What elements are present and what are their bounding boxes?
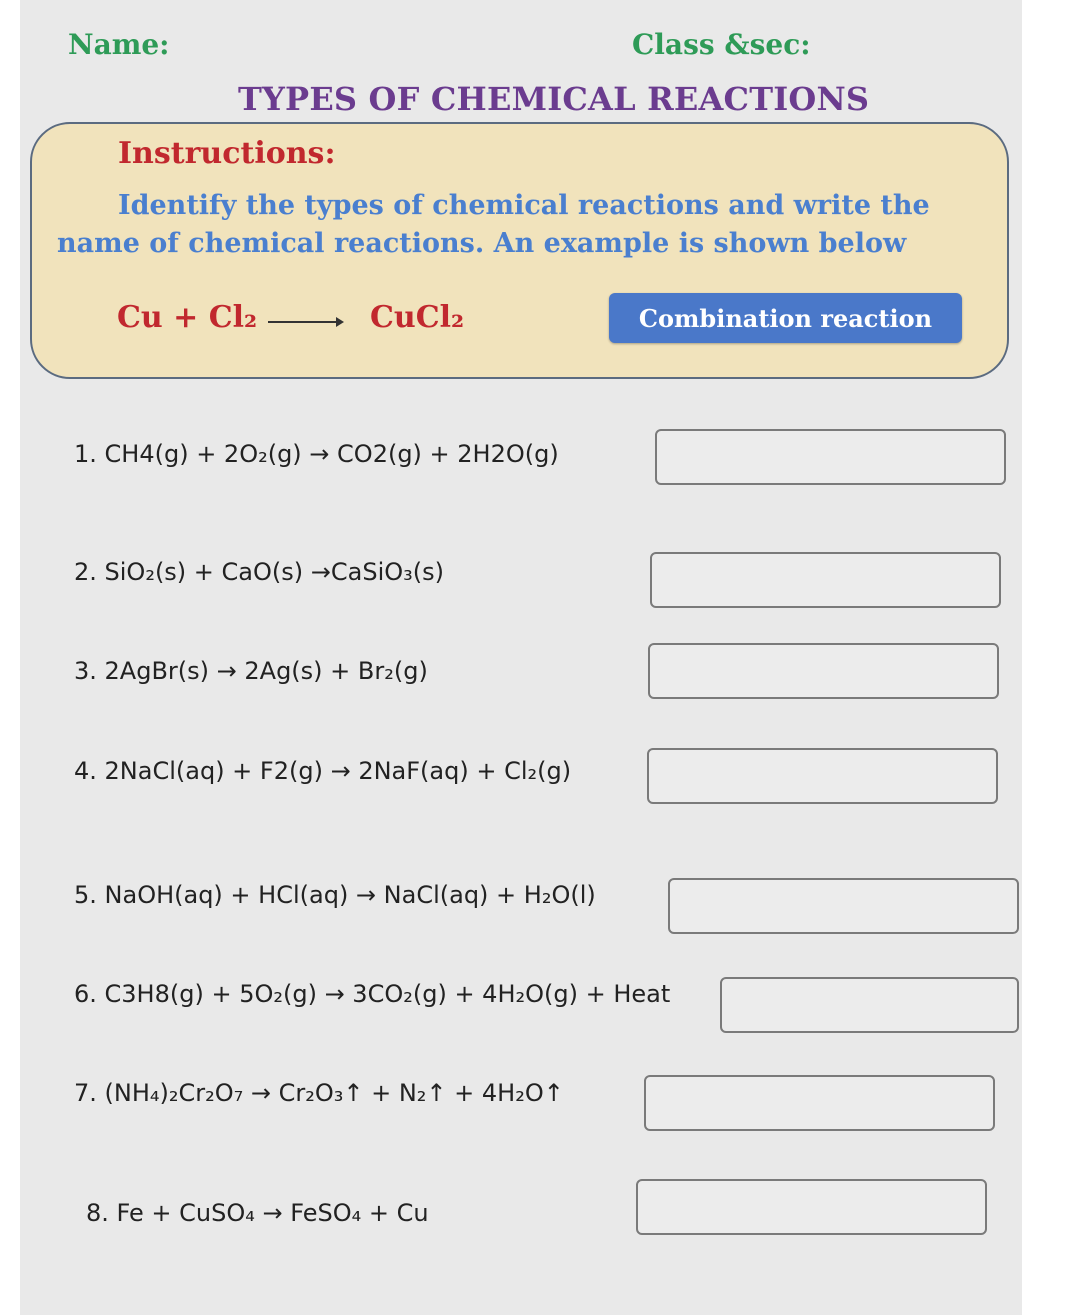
example-reactants: Cu + Cl₂ (117, 300, 258, 335)
question-7: 7. (NH₄)₂Cr₂O₇ → Cr₂O₃↑ + N₂↑ + 4H₂O↑ (74, 1079, 564, 1107)
class-section-label: Class &sec: (632, 28, 811, 61)
question-3: 3. 2AgBr(s) → 2Ag(s) + Br₂(g) (74, 657, 428, 685)
instructions-text-line2: name of chemical reactions. An example is shown below (57, 228, 907, 259)
example-product: CuCl₂ (370, 300, 465, 335)
question-5: 5. NaOH(aq) + HCl(aq) → NaCl(aq) + H₂O(l) (74, 881, 596, 909)
answer-box-8[interactable] (636, 1179, 987, 1235)
name-label: Name: (68, 28, 170, 61)
answer-box-7[interactable] (644, 1075, 995, 1131)
example-arrow-icon (268, 321, 342, 323)
answer-box-3[interactable] (648, 643, 999, 699)
question-1: 1. CH4(g) + 2O₂(g) → CO2(g) + 2H2O(g) (74, 440, 559, 468)
question-2: 2. SiO₂(s) + CaO(s) →CaSiO₃(s) (74, 558, 444, 586)
answer-box-4[interactable] (647, 748, 998, 804)
question-8: 8. Fe + CuSO₄ → FeSO₄ + Cu (86, 1199, 429, 1227)
page-title: TYPES OF CHEMICAL REACTIONS (238, 80, 870, 118)
instructions-text-line1: Identify the types of chemical reactions and write the (118, 190, 930, 221)
question-6: 6. C3H8(g) + 5O₂(g) → 3CO₂(g) + 4H₂O(g) + Heat (74, 980, 671, 1008)
answer-box-1[interactable] (655, 429, 1006, 485)
instructions-heading: Instructions: (118, 136, 336, 171)
question-4: 4. 2NaCl(aq) + F2(g) → 2NaF(aq) + Cl₂(g) (74, 757, 572, 785)
answer-box-2[interactable] (650, 552, 1001, 608)
answer-box-5[interactable] (668, 878, 1019, 934)
example-answer-badge: Combination reaction (609, 293, 962, 343)
answer-box-6[interactable] (720, 977, 1019, 1033)
